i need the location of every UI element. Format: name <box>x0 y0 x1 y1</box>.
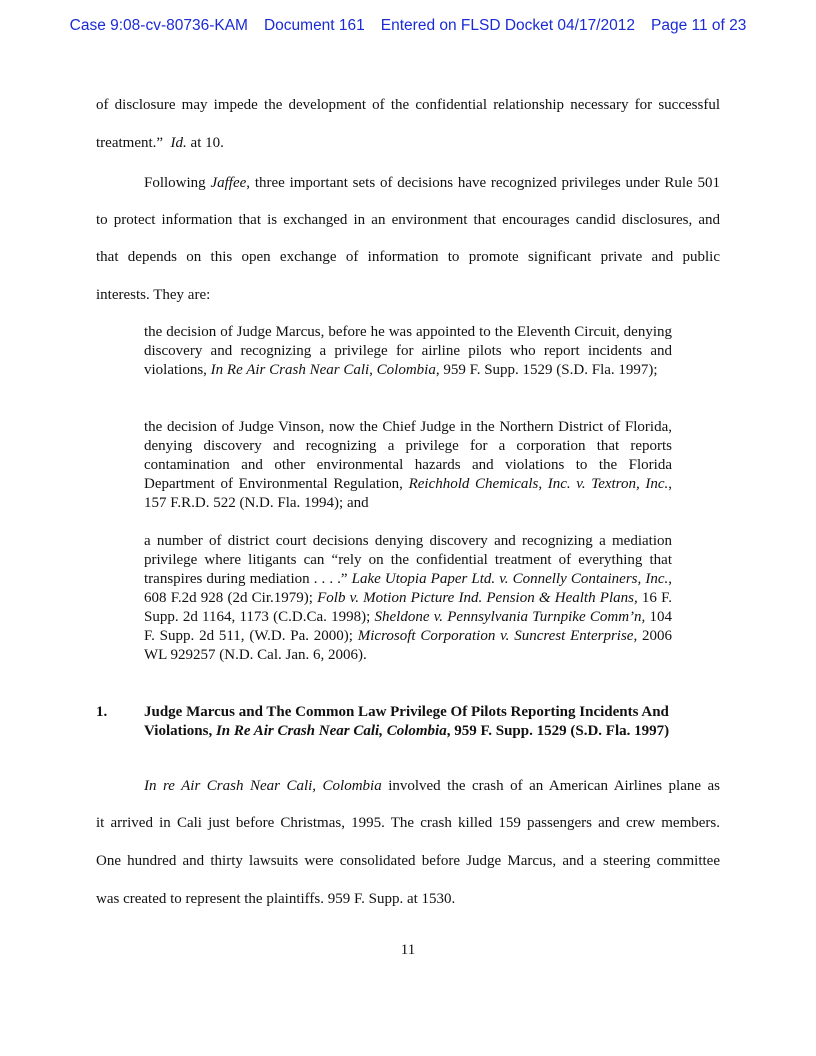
body-line: it arrived in Cali just before Christmas, 1995. The crash killed 159 passengers and crew members. <box>96 815 720 831</box>
case-name: Jaffee <box>210 175 247 191</box>
body-line: In re Air Crash Near Cali, Colombia involved the crash of an American Airlines plane as <box>144 778 720 794</box>
section-number: 1. <box>96 704 108 720</box>
citation-italic: Id. <box>170 135 187 151</box>
page-number: 11 <box>400 942 416 958</box>
body-line: interests. They are: <box>96 287 211 303</box>
case-name: Sheldone v. Pennsylvania Turnpike Comm’n, <box>374 609 646 625</box>
body-line: was created to represent the plaintiffs. 959 F. Supp. at 1530. <box>96 891 456 907</box>
block-quote-item: the decision of Judge Vinson, now the Chief Judge in the Northern District of Florida, denying discovery and recognizing a privilege for a corporation that reports contamination and other environmental hazards and violations to the Florida Department of Environmental Regulation, Reichhold Chemicals, Inc. v. Textron, Inc., 157 F.R.D. 522 (N.D. Fla. 1994); and <box>144 419 672 511</box>
block-quote-item: a number of district court decisions denying discovery and recognizing a mediation privilege where litigants can “rely on the confidential treatment of everything that transpires during mediation . . . .” Lake Utopia Paper Ltd. v. Connelly Containers, Inc., 608 F.2d 928 (2d Cir.1979); Folb v. Motion Picture Ind. Pension & Health Plans, 16 F. Supp. 2d 1164, 1173 (C.D.Ca. 1998); Sheldone v. Pennsylvania Turnpike Comm’n, 104 F. Supp. 2d 511, (W.D. Pa. 2000); Microsoft Corporation v. Suncrest Enterprise, 2006 WL 929257 (N.D. Cal. Jan. 6, 2006). <box>144 533 673 663</box>
case-name: In re Air Crash Near Cali, Colombia <box>144 778 382 794</box>
case-name: In Re Air Crash Near Cali, Colombia <box>215 723 447 739</box>
body-line: treatment.” Id. at 10. <box>96 135 224 151</box>
section-title: Judge Marcus and The Common Law Privilege Of Pilots Reporting Incidents And Violations, In Re Air Crash Near Cali, Colombia, 959 F. Supp. 1529 (S.D. Fla. 1997) <box>144 704 670 739</box>
body-line: One hundred and thirty lawsuits were consolidated before Judge Marcus, and a steering committee <box>96 853 720 869</box>
case-number: Case 9:08-cv-80736-KAM <box>69 17 248 34</box>
case-name: Lake Utopia Paper Ltd. v. Connelly Containers, Inc. <box>351 571 669 587</box>
page-indicator: Page 11 of 23 <box>650 17 747 34</box>
body-line: that depends on this open exchange of information to promote significant private and public <box>96 249 720 265</box>
case-name: Folb v. Motion Picture Ind. Pension & Health Plans, <box>317 590 638 606</box>
docket-header <box>0 17 816 35</box>
case-name: Microsoft Corporation v. Suncrest Enterprise <box>357 628 634 644</box>
case-name: Reichhold Chemicals, Inc. v. Textron, Inc. <box>408 476 669 492</box>
block-quote-item: the decision of Judge Marcus, before he was appointed to the Eleventh Circuit, denying discovery and recognizing a privilege for airline pilots who report incidents and violations, In Re Air Crash Near Cali, Colombia, 959 F. Supp. 1529 (S.D. Fla. 1997); <box>144 324 672 378</box>
body-line: Following Jaffee, three important sets of decisions have recognized privileges under Rule 501 <box>144 175 720 191</box>
body-line: of disclosure may impede the development of the confidential relationship necessary for successful <box>96 97 720 113</box>
body-line: to protect information that is exchanged in an environment that encourages candid disclosures, and <box>96 212 720 228</box>
docket-entry-date: Entered on FLSD Docket 04/17/2012 <box>380 17 635 34</box>
document-number: Document 161 <box>263 17 365 34</box>
case-name: In Re Air Crash Near Cali, Colombia <box>210 362 436 378</box>
